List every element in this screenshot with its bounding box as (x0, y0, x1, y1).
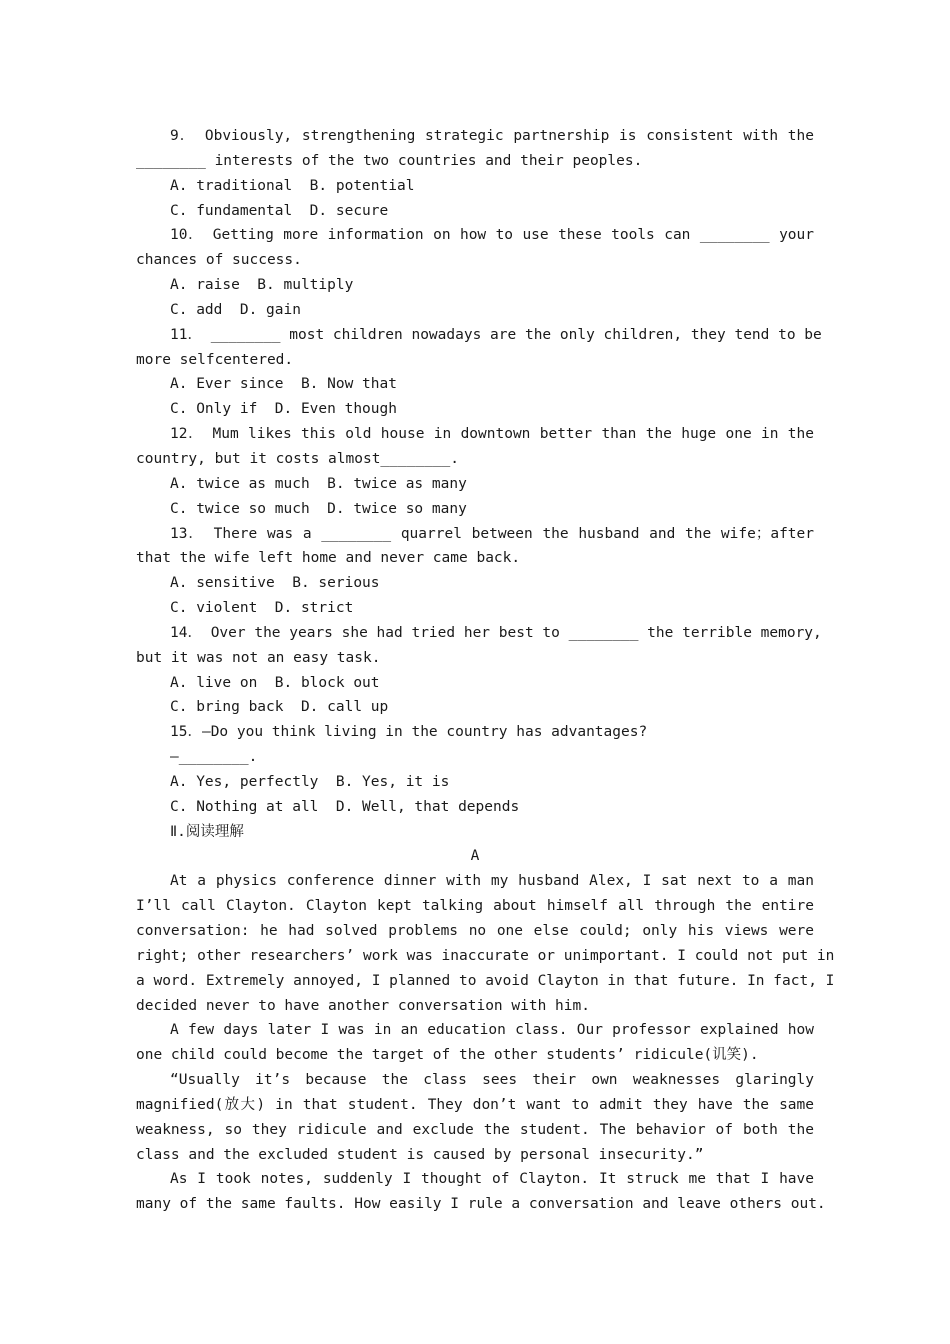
passage-line: I’ll call Clayton. Clayton kept talking about himself all through the entire (136, 898, 814, 915)
passage-line: magnified(放大) in that student. They don’t want to admit they have the same (136, 1096, 814, 1113)
passage-line: class and the excluded student is caused by personal insecurity.” (136, 1146, 704, 1163)
passage-line: decided never to have another conversation with him. (136, 997, 590, 1014)
question-14 (136, 621, 822, 720)
answer-options: C. Only if D. Even though (170, 401, 397, 418)
passage-line: “Usually it’s because the class sees their own weaknesses glaringly (170, 1072, 814, 1089)
question-stem-line: 10． Getting more information on how to use these tools can ________ your (170, 227, 814, 244)
answer-options: A. sensitive B. serious (170, 575, 380, 592)
section-heading: Ⅱ.阅读理解 (170, 823, 244, 840)
passage-line: At a physics conference dinner with my husband Alex, I sat next to a man (170, 873, 814, 890)
passage-paragraph (136, 1167, 826, 1217)
question-stem-line: country, but it costs almost________. (136, 450, 460, 467)
question-stem-line: more selfcentered. (136, 351, 294, 368)
question-stem-line: that the wife left home and never came back. (136, 550, 521, 567)
passage-line: weakness, so they ridicule and exclude the student. The behavior of both the (136, 1121, 814, 1138)
question-stem-line: —________. (170, 749, 258, 766)
question-stem-line: but it was not an easy task. (136, 649, 381, 666)
question-stem-line: 13． There was a ________ quarrel between the husband and the wife；after (170, 525, 814, 542)
answer-options: A. live on B. block out (170, 674, 380, 691)
question-stem-line: ________ interests of the two countries and their peoples. (136, 152, 643, 169)
answer-options: C. twice so much D. twice so many (170, 500, 467, 517)
answer-options: C. fundamental D. secure (170, 202, 389, 219)
passage-line: many of the same faults. How easily I rule a conversation and leave others out. (136, 1196, 826, 1213)
question-15 (136, 720, 814, 819)
answer-options: A. traditional B. potential (170, 177, 415, 194)
question-stem-line: 12． Mum likes this old house in downtown better than the huge one in the (170, 426, 814, 443)
question-13 (136, 522, 814, 621)
answer-options: C. bring back D. call up (170, 699, 389, 716)
answer-options: C. violent D. strict (170, 600, 354, 617)
answer-options: A. twice as much B. twice as many (170, 475, 467, 492)
question-stem-line: 11． ________ most children nowadays are the only children, they tend to be (170, 326, 822, 343)
passage-line: A few days later I was in an education class. Our professor explained how (170, 1022, 814, 1039)
question-12 (136, 422, 814, 521)
question-stem-line: 14． Over the years she had tried her best to ________ the terrible memory, (170, 624, 822, 641)
passage-paragraph (136, 1068, 814, 1167)
passage-line: right; other researchers’ work was inaccurate or unimportant. I could not put in (136, 947, 835, 964)
passage-title: A (470, 848, 480, 865)
question-stem-line: 15．—Do you think living in the country has advantages? (170, 724, 648, 741)
answer-options: A. Yes, perfectly B. Yes, it is (170, 773, 450, 790)
passage-line: a word. Extremely annoyed, I planned to avoid Clayton in that future. In fact, I (136, 972, 835, 989)
passage-line: conversation: he had solved problems no one else could; only his views were (136, 923, 814, 939)
question-11 (136, 323, 822, 422)
question-10 (136, 223, 814, 322)
question-stem-line: chances of success. (136, 252, 302, 269)
document-page (136, 124, 835, 1217)
answer-options: C. add D. gain (170, 301, 301, 318)
passage-line: As I took notes, suddenly I thought of Clayton. It struck me that I have (170, 1171, 814, 1188)
answer-options: A. raise B. multiply (170, 277, 354, 294)
question-stem-line: 9． Obviously, strengthening strategic partnership is consistent with the (170, 128, 814, 144)
passage-paragraph (136, 1018, 814, 1068)
question-9 (136, 124, 814, 223)
answer-options: C. Nothing at all D. Well, that depends (170, 798, 520, 815)
passage-line: one child could become the target of the other students’ ridicule(讥笑). (136, 1047, 759, 1064)
passage-paragraph (136, 869, 835, 1018)
answer-options: A. Ever since B. Now that (170, 376, 397, 393)
